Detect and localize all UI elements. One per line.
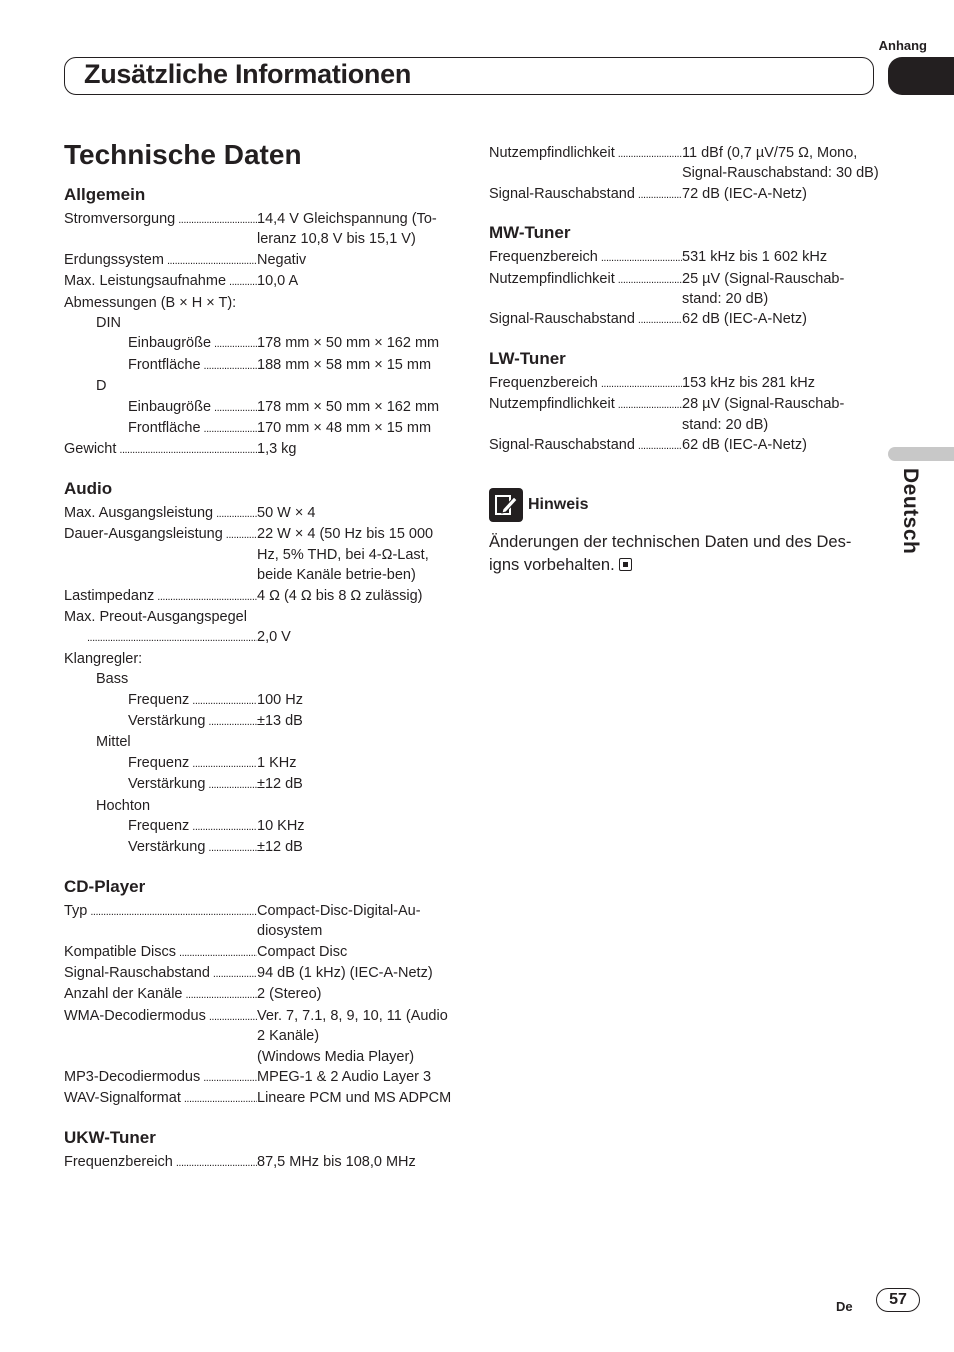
left-column: [64, 183, 456, 1189]
spec-value: 62 dB (IEC-A-Netz): [682, 311, 807, 328]
language-tab-label: Deutsch: [899, 468, 922, 555]
spec-value: 2,0 V: [257, 629, 291, 646]
spec-value: 10 KHz: [257, 817, 305, 834]
spec-label: Frequenz: [128, 817, 190, 834]
spec-value: 153 kHz bis 281 kHz: [682, 374, 815, 391]
spec-row: [489, 394, 881, 435]
spec-label: Frequenz: [128, 754, 190, 771]
spec-label: Anzahl der Kanäle: [64, 986, 183, 1003]
spec-value: Compact-Disc-Digital-Au-diosystem: [257, 902, 421, 940]
spec-label: Verstärkung: [128, 839, 206, 856]
spec-label: Einbaugröße: [128, 398, 212, 415]
spec-subheading: Bass: [96, 671, 129, 688]
spec-value: 28 µV (Signal-Rauschab-stand: 20 dB): [682, 396, 845, 433]
spec-label: Typ: [64, 902, 88, 919]
spec-label: Signal-Rauschabstand: [489, 311, 635, 328]
chapter-title: Zusätzliche Informationen: [84, 59, 412, 89]
spec-value: Lineare PCM und MS ADPCM: [257, 1090, 452, 1107]
spec-row: [64, 503, 456, 524]
spec-label: Max. Ausgangsleistung: [64, 504, 214, 521]
spec-row: [64, 250, 456, 271]
spec-value: 188 mm × 58 mm × 15 mm: [257, 356, 432, 373]
pencil-note-icon: [489, 488, 523, 522]
section-heading: UKW-Tuner: [64, 1127, 156, 1147]
spec-label: Lastimpedanz: [64, 587, 155, 604]
spec-label: WMA-Decodiermodus: [64, 1007, 206, 1024]
end-of-section-icon: [619, 558, 632, 571]
spec-value-note: (Windows Media Player): [257, 1048, 415, 1065]
spec-value: Compact Disc: [257, 943, 348, 960]
spec-row: [489, 373, 881, 394]
spec-label: Signal-Rauschabstand: [489, 185, 635, 202]
page-number: 57: [876, 1288, 920, 1312]
section-ukw-tuner-cont: [489, 143, 881, 205]
spec-label: Signal-Rauschabstand: [64, 965, 210, 981]
spec-label: Stromversorgung: [64, 211, 176, 227]
spec-label: WAV-Signalformat: [64, 1090, 181, 1107]
spec-value: 22 W × 4 (50 Hz bis 15 000 Hz, 5% THD, bei 4-Ω-Last, beide Kanäle betrie-ben): [257, 526, 434, 584]
spec-row: [64, 1152, 456, 1173]
spec-label: Dauer-Ausgangsleistung: [64, 526, 223, 543]
spec-value: 14,4 V Gleichspannung (To-leranz 10,8 V bis 15,1 V): [257, 211, 437, 248]
spec-subheading: Mittel: [96, 734, 131, 751]
spec-label: Kompatible Discs: [64, 943, 177, 960]
spec-row: [64, 753, 456, 774]
spec-row: [64, 711, 456, 732]
spec-row: [64, 355, 456, 376]
spec-label: Frequenzbereich: [489, 249, 598, 266]
spec-label: Nutzempfindlichkeit: [489, 270, 615, 287]
section-lw-tuner: [489, 347, 881, 457]
spec-row: [64, 942, 456, 963]
section-heading: Audio: [64, 478, 113, 498]
section-mw-tuner: [489, 221, 881, 331]
spec-row: [64, 901, 456, 942]
footer-language: De: [836, 1299, 853, 1314]
spec-label: Frequenzbereich: [64, 1153, 173, 1170]
spec-label: Nutzempfindlichkeit: [489, 396, 615, 413]
section-cd-player: [64, 875, 456, 1110]
spec-label: Verstärkung: [128, 712, 206, 729]
spec-value: 4 Ω (4 Ω bis 8 Ω zulässig): [257, 587, 423, 604]
spec-value: 1,3 kg: [257, 441, 297, 458]
chapter-tab-marker: [888, 57, 954, 95]
spec-value: ±12 dB: [257, 839, 303, 856]
spec-value-line: Ver. 7, 7.1, 8, 9, 10, 11 (Audio 2 Kanäle): [257, 1007, 448, 1045]
spec-row: [64, 209, 456, 250]
right-column: [489, 143, 881, 577]
spec-label: Erdungssystem: [64, 251, 164, 268]
spec-value: 87,5 MHz bis 108,0 MHz: [257, 1153, 416, 1170]
section-heading: LW-Tuner: [489, 348, 566, 368]
spec-row: [64, 963, 456, 984]
spec-value: [257, 1006, 456, 1067]
section-heading: MW-Tuner: [489, 223, 571, 243]
spec-value: 72 dB (IEC-A-Netz): [682, 185, 807, 202]
spec-row: [64, 984, 456, 1005]
section-audio: [64, 477, 456, 859]
spec-row: [64, 837, 456, 858]
note-text: Änderungen der technischen Daten und des Des-igns vorbehalten.: [489, 533, 852, 575]
spec-row: [489, 269, 881, 310]
spec-row: [64, 439, 456, 460]
spec-subheading: Abmessungen (B × H × T):: [64, 294, 237, 311]
spec-subheading: Klangregler:: [64, 650, 143, 667]
spec-value: 531 kHz bis 1 602 kHz: [682, 249, 828, 266]
spec-label: Frontfläche: [128, 356, 201, 373]
spec-value: ±13 dB: [257, 712, 303, 729]
page-title: Technische Daten: [64, 139, 302, 170]
spec-row: [489, 435, 881, 456]
spec-subheading: DIN: [96, 315, 121, 332]
spec-row: [489, 143, 881, 184]
spec-label: Nutzempfindlichkeit: [489, 145, 615, 161]
spec-label: Gewicht: [64, 441, 117, 458]
spec-row: [64, 586, 456, 607]
spec-label: Einbaugröße: [128, 335, 212, 352]
spec-row: [64, 1067, 456, 1088]
spec-subheading: Hochton: [96, 797, 151, 814]
spec-label: Max. Preout-Ausgangspegel: [64, 608, 247, 625]
note-text-block: [489, 531, 881, 577]
spec-value: 10,0 A: [257, 273, 299, 290]
spec-row: [64, 418, 456, 439]
spec-label: MP3-Decodiermodus: [64, 1069, 201, 1086]
spec-label: Verstärkung: [128, 776, 206, 793]
spec-label: Frontfläche: [128, 420, 201, 437]
spec-value: 100 Hz: [257, 691, 303, 708]
spec-value: MPEG-1 & 2 Audio Layer 3: [257, 1069, 432, 1086]
note-label: Hinweis: [528, 496, 589, 514]
spec-row: [64, 1088, 456, 1109]
spec-value: 170 mm × 48 mm × 15 mm: [257, 420, 432, 437]
spec-value: 11 dBf (0,7 µV/75 Ω, Mono, Signal-Rauschabstand: 30 dB): [682, 145, 879, 182]
spec-value: 2 (Stereo): [257, 986, 322, 1003]
spec-row: [64, 397, 456, 418]
spec-value: 50 W × 4: [257, 504, 316, 521]
spec-label: Signal-Rauschabstand: [489, 437, 635, 454]
spec-value: ±12 dB: [257, 776, 303, 793]
spec-subheading: D: [96, 378, 107, 395]
section-heading: Allgemein: [64, 185, 146, 204]
section-heading: CD-Player: [64, 876, 146, 896]
spec-row: [64, 690, 456, 711]
spec-value: 62 dB (IEC-A-Netz): [682, 437, 807, 454]
spec-row: [64, 271, 456, 292]
section-label: Anhang: [878, 38, 927, 53]
spec-row: [64, 774, 456, 795]
spec-value: Negativ: [257, 251, 307, 268]
spec-row: [489, 247, 881, 268]
spec-value: 1 KHz: [257, 754, 297, 771]
spec-row: [64, 627, 456, 648]
spec-row: [64, 1006, 456, 1067]
spec-label: Frequenz: [128, 691, 190, 708]
section-ukw-tuner: [64, 1126, 456, 1173]
spec-row: [64, 524, 456, 585]
note-header: [489, 488, 881, 522]
spec-label: Max. Leistungsaufnahme: [64, 273, 227, 290]
spec-value: 25 µV (Signal-Rauschab-stand: 20 dB): [682, 270, 845, 308]
section-allgemein: [64, 183, 456, 461]
spec-row: [489, 309, 881, 330]
spec-value: 94 dB (1 kHz) (IEC-A-Netz): [257, 965, 433, 981]
spec-row: [64, 333, 456, 354]
spec-row: [489, 184, 881, 205]
spec-value: 178 mm × 50 mm × 162 mm: [257, 398, 440, 415]
language-tab-marker: [888, 447, 954, 461]
spec-row: [64, 816, 456, 837]
spec-value: 178 mm × 50 mm × 162 mm: [257, 335, 440, 352]
spec-label: Frequenzbereich: [489, 374, 598, 391]
